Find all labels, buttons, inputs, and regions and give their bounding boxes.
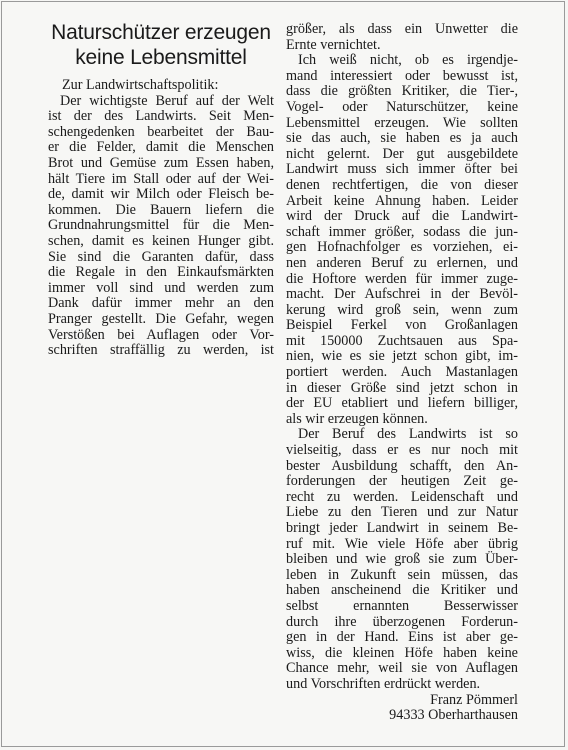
text-line: und Vorschriften erdrückt werden. (286, 675, 481, 692)
text-line: er die Felder, damit die Menschen (48, 139, 274, 156)
text-line: als wir erzeugen können. (286, 410, 428, 427)
text-line: kommen. Die Bauern liefern die (48, 201, 274, 218)
headline-line-2: keine Lebensmittel (75, 46, 247, 69)
text-line: der EU etabliert und liefern billiger, (286, 395, 518, 412)
text-line: selbst ernannten Besserwisser (286, 597, 518, 614)
headline (48, 20, 274, 70)
left-column (48, 20, 274, 359)
text-line: Sie sind die Garanten dafür, dass (48, 248, 274, 265)
text-line: die Regale in den Einkaufsmärkten (48, 264, 274, 281)
text-line: Der Beruf des Landwirts ist so (298, 426, 518, 443)
text-line: recht zu werden. Leidenschaft und (286, 488, 518, 505)
text-line: schen, damit es keinen Hunger gibt. (48, 232, 274, 249)
right-column (286, 22, 518, 724)
text-line: bringt jeder Landwirt in seinem Be- (286, 520, 518, 536)
text-line: mand interessiert oder bewusst ist, (286, 67, 518, 84)
text-line: portiert werden. Auch Mastanlagen (286, 364, 518, 381)
text-line: nen anderen Beruf zu erlernen, und (286, 254, 518, 271)
text-line: hält Tiere im Stall oder auf der Wei- (48, 170, 274, 187)
text-line: Landwirt muss sich immer öfter bei (286, 161, 518, 178)
text-line: Arbeit keine Ahnung haben. Leider (286, 192, 518, 209)
text-line: Liebe zu den Tieren und zur Natur (286, 504, 518, 521)
text-line: Verstößen bei Auflagen oder Vor- (48, 326, 274, 343)
text-line: gen in der Hand. Eins ist aber ge- (286, 629, 518, 646)
text-line: de, damit wir Milch oder Fleisch be- (48, 186, 274, 203)
text-line: immer voll sind und werden zum (48, 279, 274, 296)
headline-line-1: Naturschützer erzeugen (51, 21, 271, 44)
text-line: macht. Der Aufschrei in der Bevöl- (286, 286, 518, 303)
text-line: Vogel- oder Naturschützer, keine (286, 98, 518, 115)
text-line: Pranger gestellt. Die Gefahr, wegen (48, 310, 274, 327)
right-body-text (286, 22, 518, 693)
text-line: größer, als dass ein Unwetter die (286, 21, 518, 37)
text-line: Grundnahrungsmittel für die Men- (48, 217, 274, 234)
text-line: mit 150000 Zuchtsauen aus Spa- (286, 332, 518, 349)
text-line: gen Hofnachfolger es vorziehen, ei- (286, 239, 518, 256)
kicker: Zur Landwirtschaftspolitik: (62, 77, 219, 93)
text-line: sie das auch, sie haben es ja auch (286, 130, 518, 147)
text-line: Chance mehr, weil sie von Auflagen (286, 660, 518, 677)
text-line: schaft immer größer, sodass die jun- (286, 223, 518, 240)
text-line: ruf mit. Wie viele Höfe aber übrig (286, 535, 518, 552)
text-line: Lebensmittel erzeugen. Wie sollten (286, 114, 518, 131)
text-line: dass die größten Kritiker, die Tier-, (286, 83, 518, 100)
text-line: nien, wie es sie jetzt schon gibt, im- (286, 348, 518, 365)
text-line: Beispiel Ferkel von Großanlagen (286, 317, 518, 334)
text-line: durch ihre überzogenen Forderun- (286, 613, 518, 630)
author-name: Franz Pömmerl (430, 691, 518, 708)
text-line: bleiben und wie groß sie zum Über- (286, 551, 518, 568)
text-line: schengedenken bearbeitet der Bau- (48, 123, 274, 140)
text-line: in dieser Größe sind jetzt schon in (286, 379, 518, 396)
text-line: leben in Zukunft sein müssen, das (286, 566, 518, 583)
text-line: Brot und Gemüse zum Essen haben, (48, 154, 274, 171)
text-line: bester Ausbildung schafft, den An- (286, 457, 518, 474)
text-line: haben anscheinend die Kritiker und (286, 582, 518, 599)
text-line: forderungen der heutigen Zeit ge- (286, 473, 518, 490)
left-body-text (48, 94, 274, 359)
text-line: nicht gelernt. Der gut ausgebildete (286, 145, 518, 162)
text-line: vielseitig, dass er es nur noch mit (286, 442, 518, 459)
author-location: 94333 Oberharthausen (389, 707, 518, 724)
newspaper-clipping (1, 1, 565, 747)
text-line: wird der Druck auf die Landwirt- (286, 208, 518, 225)
text-line: schriften straffällig zu werden, ist (48, 342, 274, 359)
text-line: ist der des Landwirts. Seit Men- (48, 108, 274, 125)
text-line: Ich weiß nicht, ob es irgendje- (298, 52, 518, 69)
text-line: wiss, die kleinen Höfe haben keine (286, 644, 518, 661)
text-line: Ernte vernichtet. (286, 36, 381, 53)
text-line: kerung wird groß sein, wenn zum (286, 301, 518, 318)
text-line: die Hoftore werden für immer zuge- (286, 270, 518, 287)
text-line: Der wichtigste Beruf auf der Welt (60, 92, 274, 109)
text-line: Dank dafür immer mehr an den (48, 295, 274, 312)
text-line: denen rechtfertigen, die von dieser (286, 176, 518, 193)
